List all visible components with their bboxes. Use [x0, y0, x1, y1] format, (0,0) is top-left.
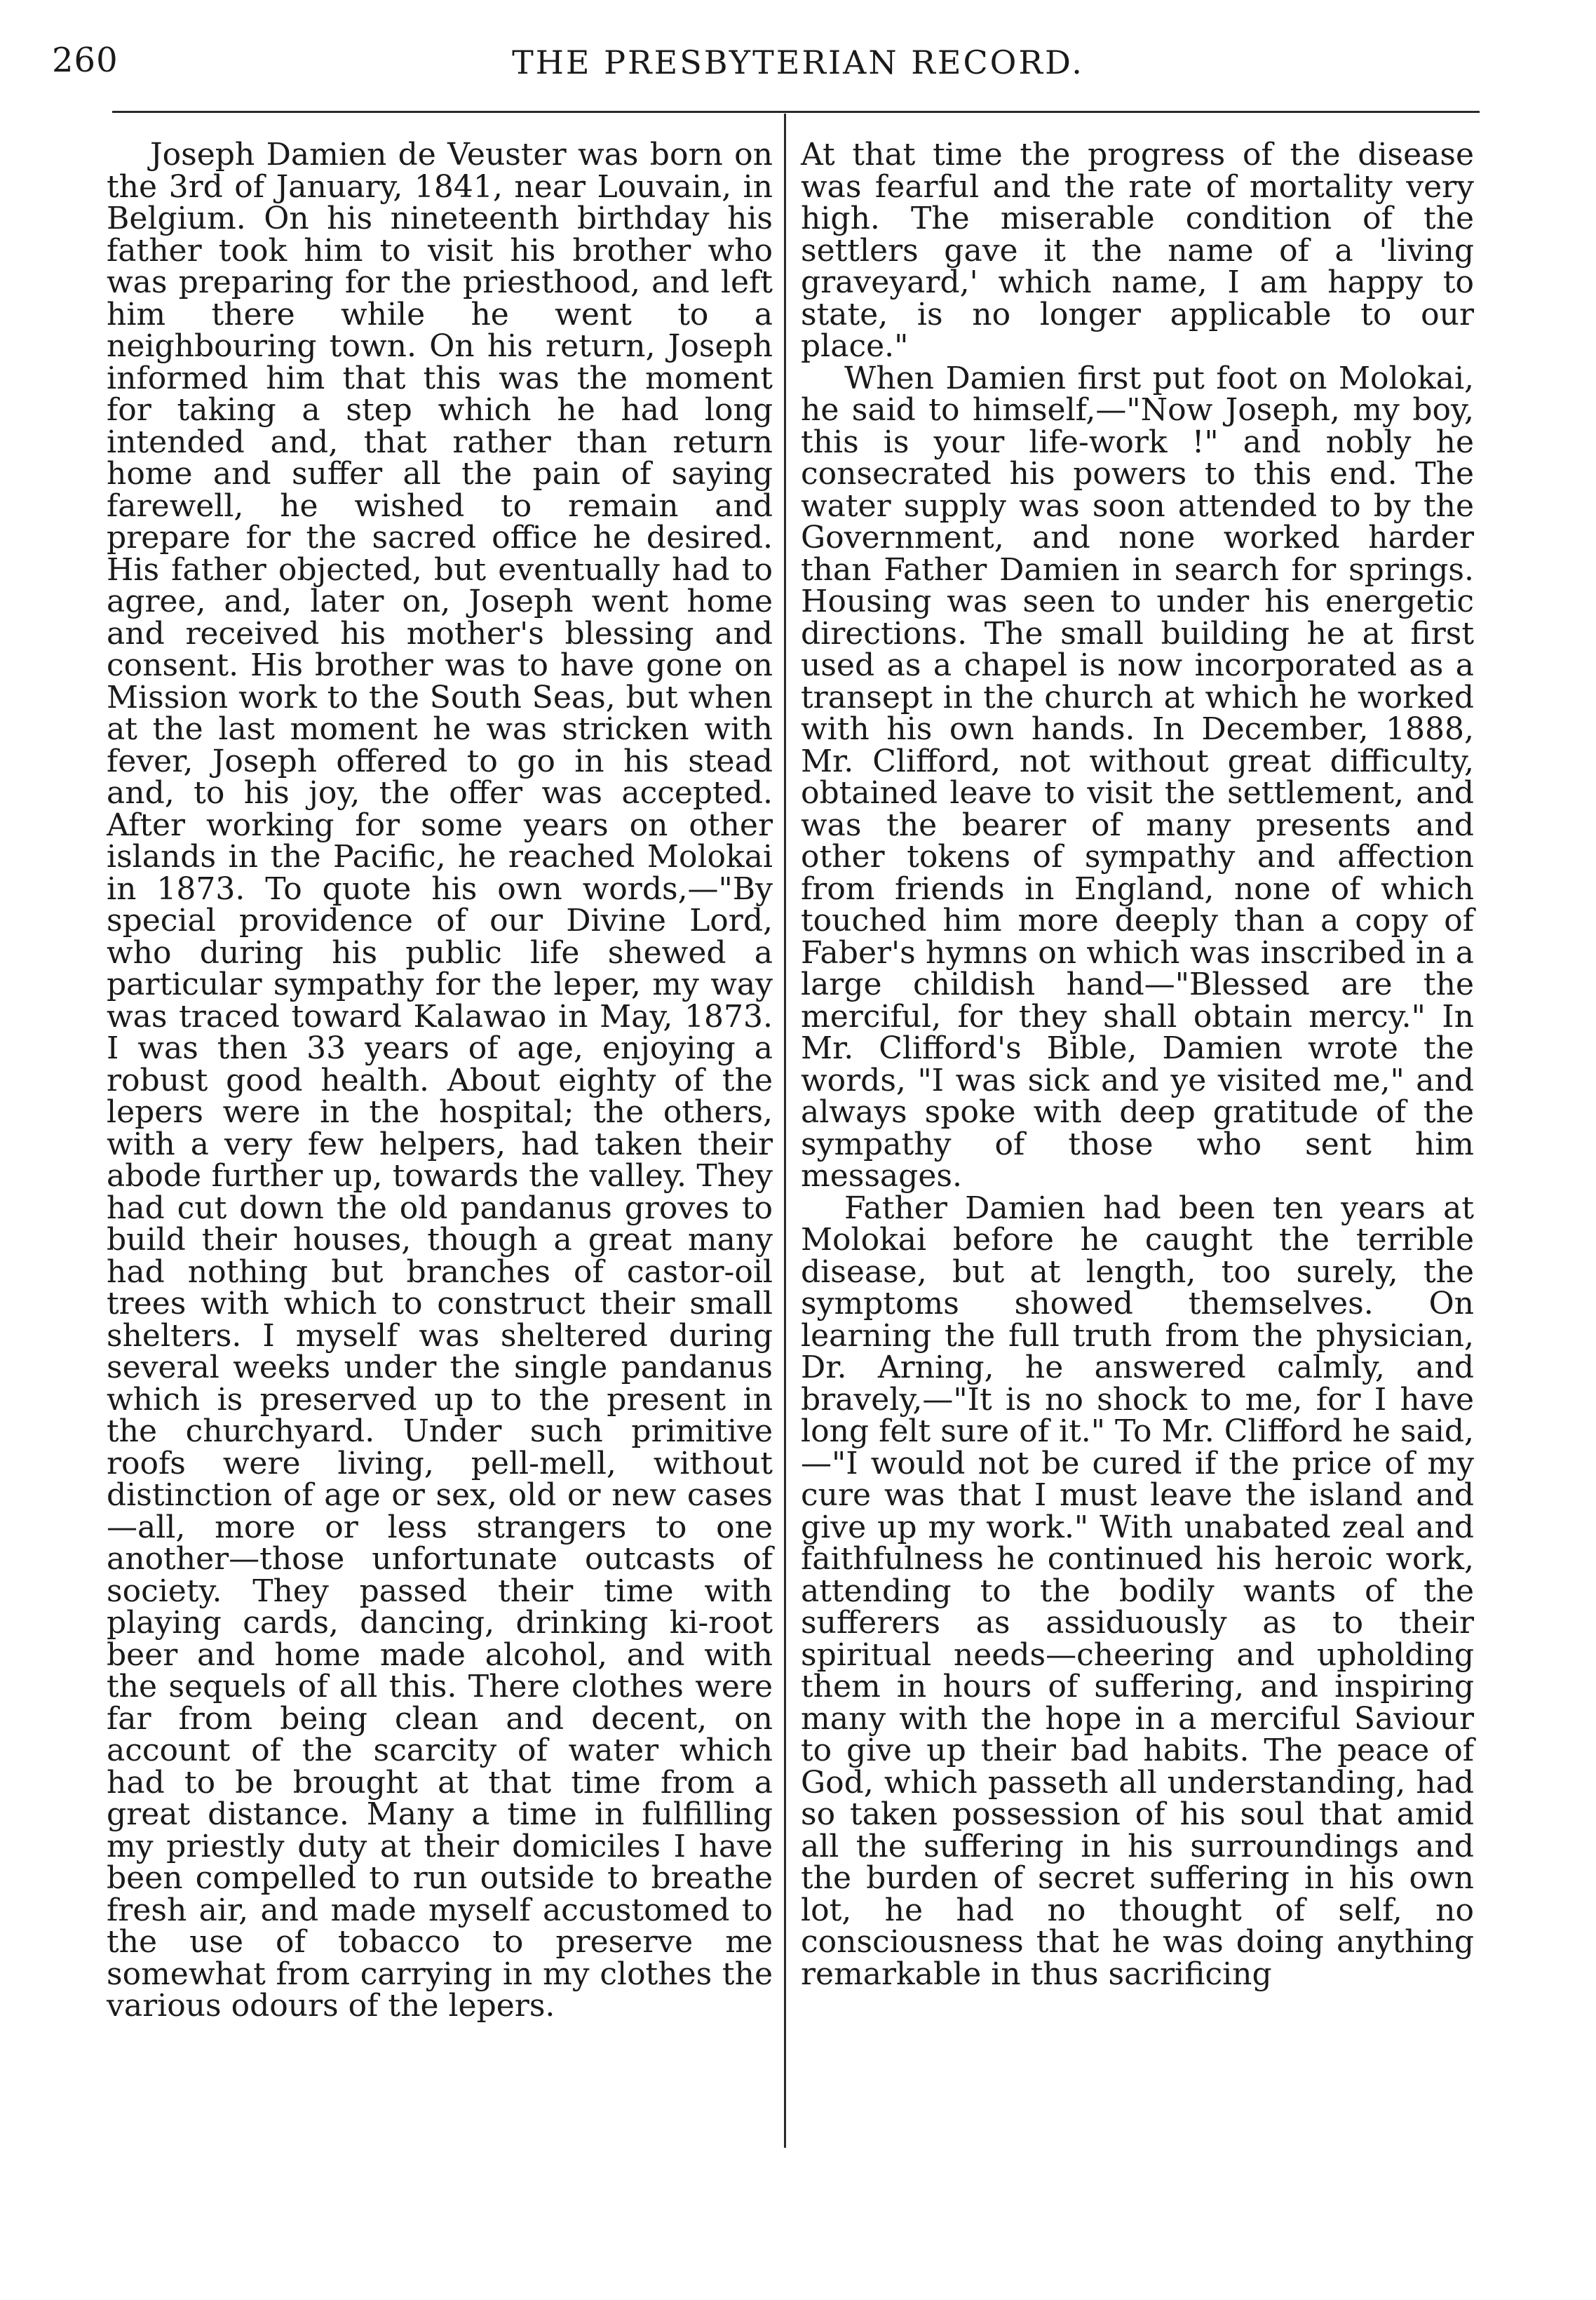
left-column — [107, 139, 773, 2022]
paragraph: Joseph Damien de Veuster was born on the 3rd of January, 1841, near Louvain, in Belgium. On his nineteenth birthday his father took him to visit his brother who was preparing for the priesthood, and left him there while he went to a neighbouring town. On his return, Joseph informed him that this was the moment for taking a step which he had long intended and, that rather than return home and suffer all the pain of saying farewell, he wished to remain and prepare for the sacred office he desired. His father objected, but eventually had to agree, and, later on, Joseph went home and received his mother's blessing and consent. His brother was to have gone on Mission work to the South Seas, but when at the last moment he was stricken with fever, Joseph offered to go in his stead and, to his joy, the offer was accepted. After working for some years on other islands in the Pacific, he reached Molokai in 1873. To quote his own words,—"By special providence of our Divine Lord, who during his public life shewed a particular sympathy for the leper, my way was traced toward Kalawao in May, 1873. I was then 33 years of age, enjoying a robust good health. About eighty of the lepers were in the hospital; the others, with a very few helpers, had taken their abode further up, towards the valley. They had cut down the old pandanus groves to build their houses, though a great many had nothing but branches of castor-oil trees with which to construct their small shelters. I myself was sheltered during several weeks under the single pandanus which is preserved up to the present in the churchyard. Under such primitive roofs were living, pell-mell, without distinction of age or sex, old or new cases—all, more or less strangers to one another—those unfortunate outcasts of society. They passed their time with playing cards, dancing, drinking ki-root beer and home made alcohol, and with the sequels of all this. There clothes were far from being clean and decent, on account of the scarcity of water which had to be brought at that time from a great distance. Many a time in fulfilling my priestly duty at their domiciles I have been compelled to run outside to breathe fresh air, and made myself accustomed to the use of tobacco to preserve me somewhat from carrying in my clothes the various odours of the lepers. — [107, 137, 773, 2024]
header-rule — [112, 111, 1480, 113]
running-title: THE PRESBYTERIAN RECORD. — [512, 43, 1084, 81]
paragraph: At that time the progress of the disease was fearful and the rate of mortality very high. The miserable condition of the settlers gave it the name of a 'living graveyard,' which name, I am happy to state, is no longer applicable to our place." — [801, 137, 1474, 364]
right-column — [801, 139, 1474, 1990]
page-number: 260 — [52, 41, 119, 80]
column-divider — [784, 114, 786, 2148]
paragraph: When Damien first put foot on Molokai, he said to himself,—"Now Joseph, my boy, this is your life-work !" and nobly he consecrated his powers to this end. The water supply was soon attended to by the Government, and none worked harder than Father Damien in search for springs. Housing was seen to under his energetic directions. The small building he at first used as a chapel is now incorporated as a transept in the church at which he worked with his own hands. In December, 1888, Mr. Clifford, not without great difficulty, obtained leave to visit the settlement, and was the bearer of many presents and other tokens of sympathy and affection from friends in England, none of which touched him more deeply than a copy of Faber's hymns on which was inscribed in a large childish hand—"Blessed are the merciful, for they shall obtain mercy." In Mr. Clifford's Bible, Damien wrote the words, "I was sick and ye visited me," and always spoke with deep gratitude of the sympathy of those who sent him messages. — [801, 360, 1474, 1194]
paragraph: Father Damien had been ten years at Molokai before he caught the terrible disease, but at length, too surely, the symptoms showed themselves. On learning the full truth from the physician, Dr. Arning, he answered calmly, and bravely,—"It is no shock to me, for I have long felt sure of it." To Mr. Clifford he said,—"I would not be cured if the price of my cure was that I must leave the island and give up my work." With unabated zeal and faithfulness he continued his heroic work, attending to the bodily wants of the sufferers as assiduously as to their spiritual needs—cheering and upholding them in hours of suffering, and inspiring many with the hope in a merciful Saviour to give up their bad habits. The peace of God, which passeth all understanding, had so taken possession of his soul that amid all the suffering in his surroundings and the burden of secret suffering in his own lot, he had no thought of self, no consciousness that he was doing anything remarkable in thus sacrificing — [801, 1190, 1474, 1992]
